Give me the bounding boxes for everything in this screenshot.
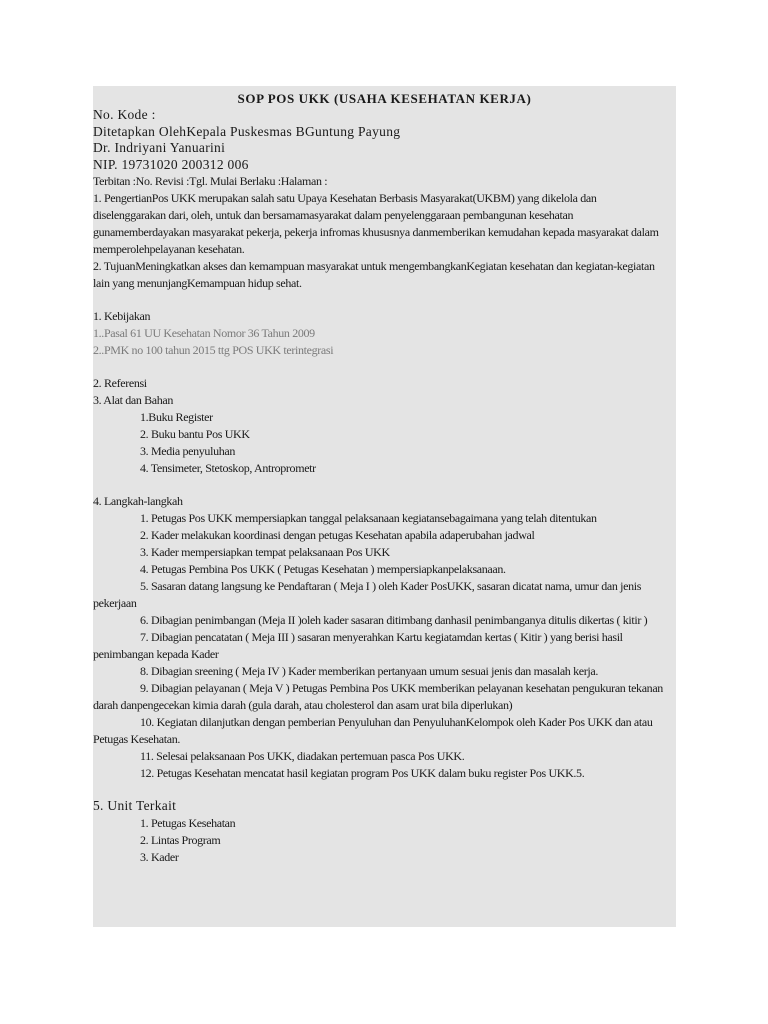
unit-item: 2. Lintas Program bbox=[140, 832, 221, 847]
langkah-step: 3. Kader mempersiapkan tempat pelaksanaan Pos UKK bbox=[140, 545, 390, 559]
langkah-step: 10. Kegiatan dilanjutkan dengan pemberian Penyuluhan dan PenyuluhanKelompok oleh Kader Pos UKK dan atau Petugas Kesehatan. bbox=[93, 715, 653, 746]
langkah-step: 12. Petugas Kesehatan mencatat hasil kegiatan program Pos UKK dalam buku register Pos UKK.5. bbox=[140, 766, 585, 780]
header-ditetapkan: Ditetapkan OlehKepala Puskesmas BGuntung Payung bbox=[93, 123, 401, 139]
langkah-step: 6. Dibagian penimbangan (Meja II )oleh kader sasaran ditimbang danhasil penimbanganya ditulis dikertas ( kitir ) bbox=[140, 613, 648, 627]
alat-item: 4. Tensimeter, Stetoskop, Antroprometr bbox=[140, 461, 316, 475]
unit-item: 3. Kader bbox=[140, 849, 179, 864]
header-kode: No. Kode : bbox=[93, 107, 156, 122]
alat-item: 2. Buku bantu Pos UKK bbox=[140, 427, 250, 441]
document-title: SOP POS UKK (USAHA KESEHATAN KERJA) bbox=[237, 91, 532, 106]
alat-item: 3. Media penyuluhan bbox=[140, 444, 235, 458]
referensi-heading: 2. Referensi bbox=[93, 376, 147, 390]
langkah-step: 11. Selesai pelaksanaan Pos UKK, diadakan pertemuan pasca Pos UKK. bbox=[140, 749, 465, 763]
langkah-step: 7. Dibagian pencatatan ( Meja III ) sasaran menyerahkan Kartu kegiatamdan kertas ( Kitir ) yang berisi hasil penimbangan kepada Kader bbox=[93, 630, 623, 661]
kebijakan-item: 1..Pasal 61 UU Kesehatan Nomor 36 Tahun 2009 bbox=[93, 326, 315, 340]
header-nama: Dr. Indriyani Yanuarini bbox=[93, 140, 226, 155]
langkah-step: 8. Dibagian sreening ( Meja IV ) Kader memberikan pertanyaan umum sesuai jenis dan masalah kerja. bbox=[140, 664, 598, 678]
alat-heading: 3. Alat dan Bahan bbox=[93, 393, 174, 407]
langkah-step: 4. Petugas Pembina Pos UKK ( Petugas Kesehatan ) mempersiapkanpelaksanaan. bbox=[140, 562, 506, 576]
section-tujuan: 2. TujuanMeningkatkan akses dan kemampuan masyarakat untuk mengembangkanKegiatan kesehatan dan kegiatan-kegiatan lain yang menunjangKemampuan hidup sehat. bbox=[93, 259, 655, 290]
kebijakan-item: 2..PMK no 100 tahun 2015 ttg POS UKK terintegrasi bbox=[93, 343, 334, 357]
header-nip: NIP. 19731020 200312 006 bbox=[93, 156, 249, 172]
langkah-step: 2. Kader melakukan koordinasi dengan petugas Kesehatan apabila adaperubahan jadwal bbox=[140, 528, 535, 542]
alat-item: 1.Buku Register bbox=[140, 410, 213, 424]
langkah-step: 5. Sasaran datang langsung ke Pendaftaran ( Meja I ) oleh Kader PosUKK, sasaran dicatat nama, umur dan jenis pekerjaan bbox=[93, 579, 642, 610]
unit-item: 1. Petugas Kesehatan bbox=[140, 815, 236, 830]
kebijakan-heading: 1. Kebijakan bbox=[93, 309, 151, 323]
langkah-step: 1. Petugas Pos UKK mempersiapkan tanggal pelaksanaan kegiatansebagaimana yang telah ditentukan bbox=[140, 511, 597, 525]
document-page bbox=[93, 86, 676, 927]
langkah-step: 9. Dibagian pelayanan ( Meja V ) Petugas Pembina Pos UKK memberikan pelayanan kesehatan pengukuran tekanan darah danpengecekan kimia darah (gula darah, atau cholesterol dan asam urat bila diperlukan) bbox=[93, 681, 663, 712]
header-terbitan: Terbitan :No. Revisi :Tgl. Mulai Berlaku :Halaman : bbox=[93, 174, 328, 188]
langkah-heading: 4. Langkah-langkah bbox=[93, 494, 183, 508]
unit-heading: 5. Unit Terkait bbox=[93, 798, 177, 813]
section-pengertian: 1. PengertianPos UKK merupakan salah satu Upaya Kesehatan Berbasis Masyarakat(UKBM) yang dikelola dan diselenggarakan dari, oleh, untuk dan bersamamasyarakat dalam penyelenggaraan pembangunan kesehatan gunamemberdayakan masyarakat pekerja, pekerja infromas khususnya danmemberikan kemudahan kepada masyarakat dalam memperolehpelayanan kesehatan. bbox=[93, 191, 659, 256]
document-content bbox=[93, 107, 676, 866]
